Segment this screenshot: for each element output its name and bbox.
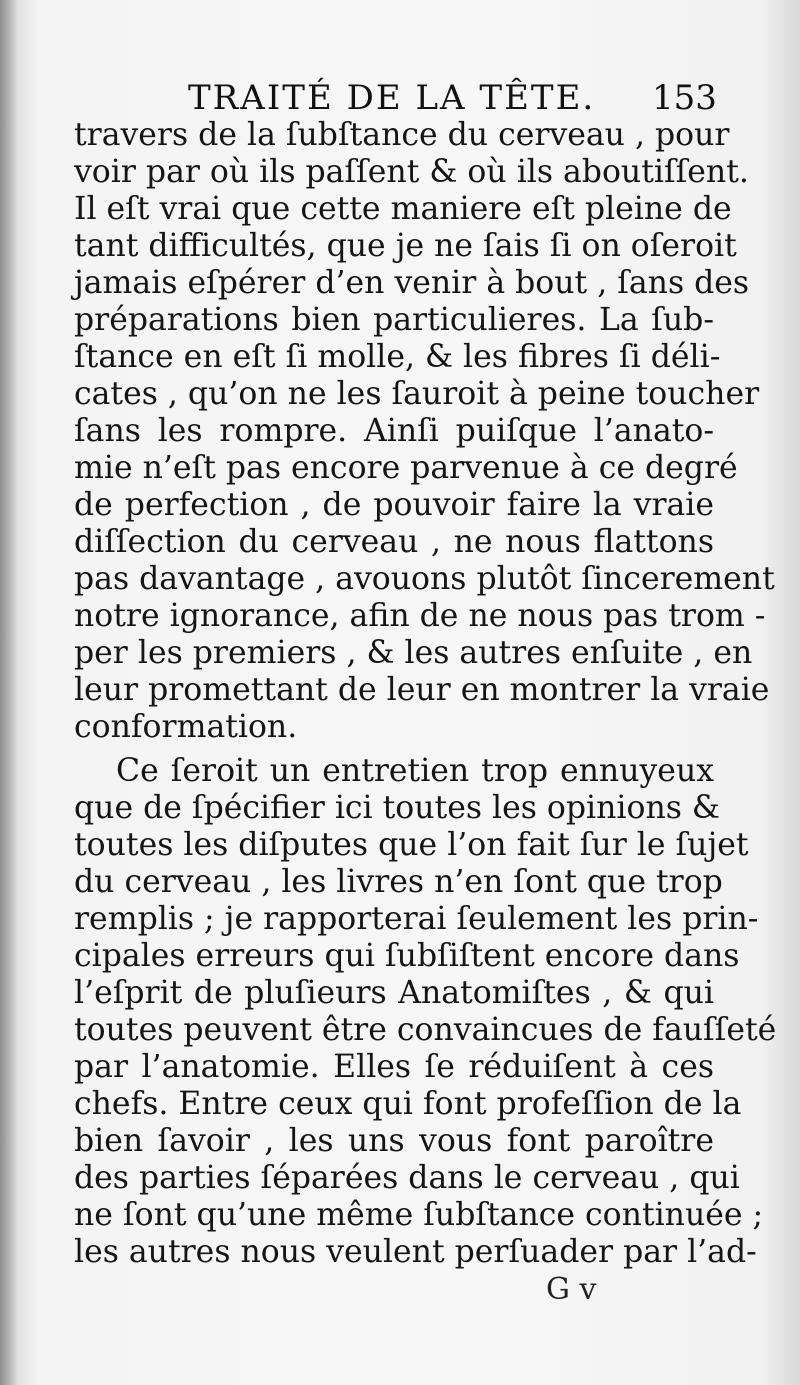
text-line: toutes les diſputes que l’on fait ſur le ſujet bbox=[74, 827, 749, 863]
text-line: conformation. bbox=[74, 709, 298, 745]
text-line: que de ſpécifier ici toutes les opinions & bbox=[74, 790, 720, 826]
text-line: voir par où ils paſſent & où ils aboutiſſent. bbox=[74, 154, 749, 190]
text-line: Ce ſeroit un entretien trop ennuyeux bbox=[116, 753, 714, 789]
text-line: préparations bien particulieres. La ſub- bbox=[74, 302, 714, 338]
text-line: du cerveau , les livres n’en ſont que trop bbox=[74, 864, 723, 900]
text-line: ſtance en eſt ſi molle, & les fibres ſi déli- bbox=[74, 339, 721, 375]
text-line: diſſection du cerveau , ne nous flattons bbox=[74, 524, 714, 560]
text-line: pas davantage , avouons plutôt ſincerement bbox=[74, 561, 775, 597]
gutter-shadow bbox=[0, 0, 18, 1385]
text-line: mie n’eſt pas encore parvenue à ce degré bbox=[74, 450, 738, 486]
text-line: ſans les rompre. Ainſi puiſque l’anato- bbox=[74, 413, 714, 449]
text-line: par l’anatomie. Elles ſe réduiſent à ces bbox=[74, 1049, 714, 1085]
page-number: 153 bbox=[652, 78, 717, 118]
text-line: cates , qu’on ne les ſauroit à peine toucher bbox=[74, 376, 760, 412]
text-line: jamais eſpérer d’en venir à bout , ſans des bbox=[74, 265, 750, 301]
text-line: per les premiers , & les autres enſuite , en bbox=[74, 635, 753, 671]
text-line: bien ſavoir , les uns vous font paroître bbox=[74, 1123, 714, 1159]
text-line: les autres nous veulent perſuader par l’ad- bbox=[74, 1234, 757, 1270]
text-line: des parties ſéparées dans le cerveau , qui bbox=[74, 1160, 740, 1196]
text-line: l’eſprit de pluſieurs Anatomiſtes , & qui bbox=[74, 975, 714, 1011]
text-line: de perfection , de pouvoir faire la vraie bbox=[74, 487, 714, 523]
signature-mark: G v bbox=[546, 1272, 597, 1307]
text-line: ne ſont qu’une même ſubſtance continuée ; bbox=[74, 1197, 764, 1233]
text-line: Il eſt vrai que cette maniere eſt pleine de bbox=[74, 191, 732, 227]
text-line: chefs. Entre ceux qui font profeſſion de la bbox=[74, 1086, 742, 1122]
running-title: TRAITÉ DE LA TÊTE. bbox=[188, 78, 596, 118]
text-line: travers de la ſubſtance du cerveau , pour bbox=[74, 117, 730, 153]
text-line: tant difficultés, que je ne ſais ſi on oſeroit bbox=[74, 228, 737, 264]
text-line: leur promettant de leur en montrer la vraie bbox=[74, 672, 770, 708]
text-line: cipales erreurs qui ſubſiſtent encore dans bbox=[74, 938, 740, 974]
text-line: toutes peuvent être convaincues de fauſſeté bbox=[74, 1012, 777, 1048]
text-line: notre ignorance, afin de ne nous pas trom - bbox=[74, 598, 766, 634]
text-line: remplis ; je rapporterai ſeulement les prin- bbox=[74, 901, 759, 937]
